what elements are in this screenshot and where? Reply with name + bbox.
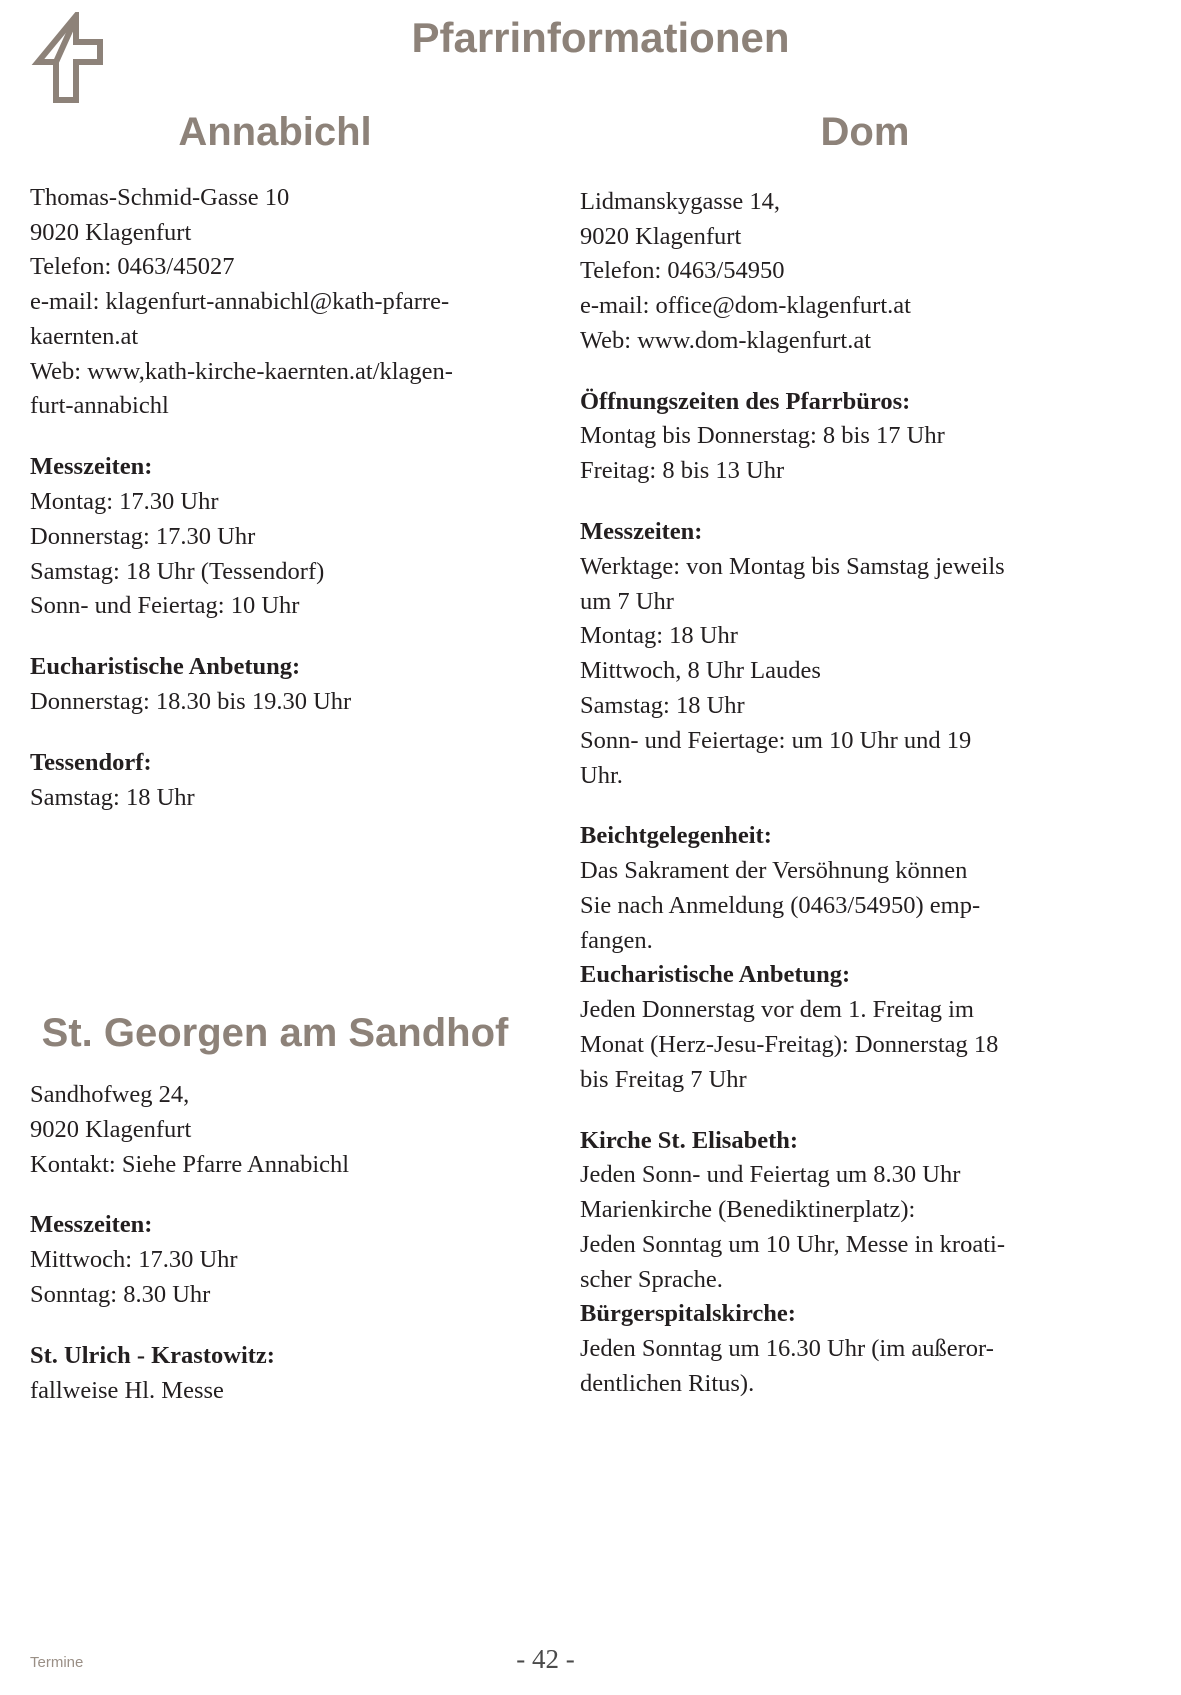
text-line: Sonn- und Feiertage: um 10 Uhr und 19 [580, 726, 972, 754]
text-line: e-mail: klagenfurt-annabichl@kath-pfarre- [30, 288, 450, 316]
section-title-st-georgen: St. Georgen am Sandhof [41, 1011, 509, 1056]
text-line: Telefon: 0463/45027 [30, 253, 235, 281]
text-line: Sonn- und Feiertag: 10 Uhr [30, 592, 300, 620]
block-label: Beichtgelegenheit: [580, 822, 772, 850]
text-line: Montag: 17.30 Uhr [30, 488, 219, 516]
text-line: Thomas-Schmid-Gasse 10 [30, 183, 290, 211]
text-line: Marienkirche (Benediktinerplatz): [580, 1196, 916, 1224]
block-label: Eucharistische Anbetung: [30, 653, 301, 681]
annabichl-tessendorf-block [30, 746, 520, 816]
st-georgen-contact-block [30, 1078, 520, 1182]
text-line: Sonntag: 8.30 Uhr [30, 1281, 211, 1308]
text-line: Donnerstag: 18.30 bis 19.30 Uhr [30, 687, 352, 715]
content-columns [30, 110, 1151, 1434]
text-line: Telefon: 0463/54950 [580, 257, 785, 285]
text-line: bis Freitag 7 Uhr [580, 1065, 747, 1093]
annabichl-anbetung-block [30, 650, 520, 720]
right-column [540, 110, 1150, 1434]
text-line: Monat (Herz-Jesu-Freitag): Donnerstag 18 [580, 1030, 999, 1058]
block-label: St. Ulrich - Krastowitz: [30, 1341, 275, 1369]
dom-contact-block [580, 185, 1150, 359]
text-line: kaernten.at [30, 322, 139, 350]
text-line: Jeden Donnerstag vor dem 1. Freitag im [580, 996, 974, 1024]
block-label: Öffnungszeiten des Pfarrbüros: [580, 387, 911, 415]
text-line: Montag: 18 Uhr [580, 622, 738, 650]
block-label: Kirche St. Elisabeth: [580, 1126, 799, 1154]
annabichl-contact-block [30, 181, 520, 424]
text-line: scher Sprache. [580, 1265, 723, 1293]
section-title-dom: Dom [820, 110, 910, 154]
text-line: Das Sakrament der Versöhnung können [580, 857, 968, 885]
page-header [30, 0, 1151, 110]
text-line: Samstag: 18 Uhr [30, 783, 195, 811]
block-label: Bürgerspitalskirche: [580, 1300, 796, 1328]
block-label: Messzeiten: [30, 453, 153, 481]
text-line: um 7 Uhr [580, 587, 674, 615]
footer-section-label: Termine [30, 1654, 84, 1671]
text-line: Jeden Sonntag um 16.30 Uhr (im außeror- [580, 1335, 994, 1363]
text-line: furt-annabichl [30, 392, 169, 420]
text-line: Jeden Sonntag um 10 Uhr, Messe in kroati- [580, 1230, 1005, 1258]
page-footer [30, 1641, 1151, 1674]
text-line: Freitag: 8 bis 13 Uhr [580, 457, 785, 485]
dom-oeffnungszeiten-block [580, 385, 1150, 489]
left-column [30, 110, 540, 1434]
text-line: Web: www.dom-klagenfurt.at [580, 326, 872, 354]
text-line: Werktage: von Montag bis Samstag jeweils [580, 552, 1005, 580]
dom-anbetung-block [580, 958, 1150, 1097]
dom-messzeiten-block [580, 515, 1150, 793]
page-title: Pfarrinformationen [411, 14, 790, 61]
dom-st-elisabeth-block [580, 1124, 1150, 1298]
dom-buergerspitalskirche-block [580, 1297, 1150, 1401]
st-ulrich-block [30, 1339, 520, 1409]
text-line: Sandhofweg 24, [30, 1081, 190, 1109]
text-line: Lidmanskygasse 14, [580, 187, 781, 215]
annabichl-messzeiten-block [30, 450, 520, 624]
text-line: Jeden Sonn- und Feiertag um 8.30 Uhr [580, 1161, 961, 1189]
page-number: - 42 - [516, 1644, 575, 1674]
block-label: Messzeiten: [580, 518, 703, 546]
text-line: Kontakt: Siehe Pfarre Annabichl [30, 1150, 350, 1178]
text-line: e-mail: office@dom-klagenfurt.at [580, 292, 911, 320]
text-line: Sie nach Anmeldung (0463/54950) emp- [580, 891, 981, 919]
text-line: Mittwoch: 17.30 Uhr [30, 1246, 238, 1274]
text-line: dentlichen Ritus). [580, 1370, 755, 1398]
text-line: 9020 Klagenfurt [30, 1115, 192, 1143]
section-title-annabichl: Annabichl [178, 110, 372, 154]
text-line: Mittwoch, 8 Uhr Laudes [580, 657, 821, 685]
text-line: 9020 Klagenfurt [580, 222, 742, 250]
block-label: Tessendorf: [30, 748, 152, 776]
text-line: Samstag: 18 Uhr [580, 691, 745, 719]
text-line: Montag bis Donnerstag: 8 bis 17 Uhr [580, 422, 945, 450]
block-label: Messzeiten: [30, 1211, 153, 1239]
text-line: 9020 Klagenfurt [30, 218, 192, 246]
dom-beichtgelegenheit-block [580, 819, 1150, 958]
block-label: Eucharistische Anbetung: [580, 961, 851, 989]
text-line: Donnerstag: 17.30 Uhr [30, 522, 256, 550]
text-line: fallweise Hl. Messe [30, 1376, 224, 1404]
st-georgen-messzeiten-block [30, 1208, 520, 1312]
text-line: Uhr. [580, 761, 623, 789]
text-line: Web: www,kath-kirche-kaernten.at/klagen- [30, 357, 453, 385]
text-line: fangen. [580, 926, 653, 954]
column-spacer [30, 841, 520, 1011]
text-line: Samstag: 18 Uhr (Tessendorf) [30, 557, 325, 585]
